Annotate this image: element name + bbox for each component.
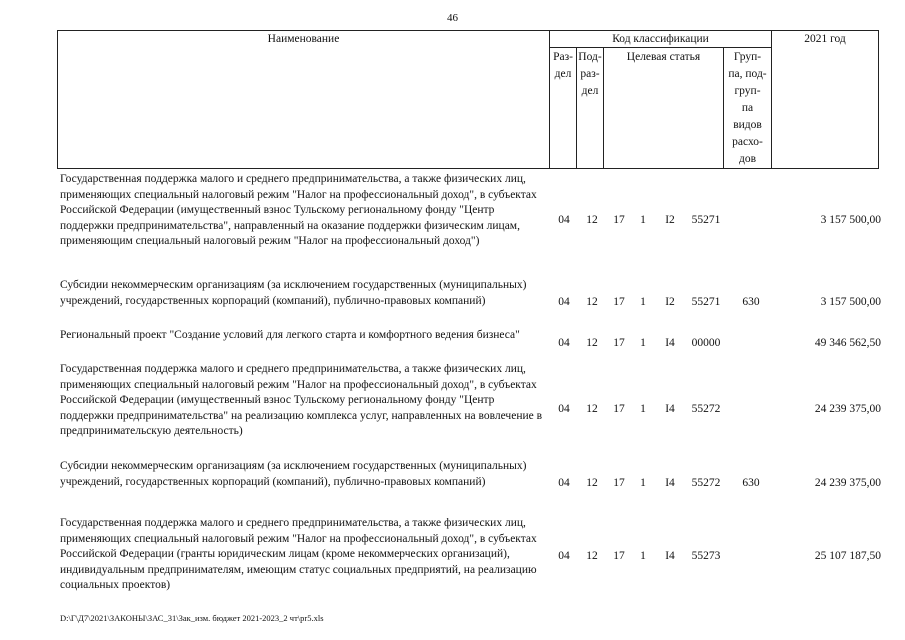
header-razdel — [550, 48, 577, 169]
table-row — [0, 172, 905, 267]
row-target-3: I4 — [665, 337, 675, 349]
row-target-2: 1 — [640, 337, 646, 349]
row-razdel: 04 — [558, 296, 570, 308]
row-amount: 49 346 562,50 — [814, 337, 881, 349]
row-target-4: 55272 — [691, 403, 721, 415]
table-row — [0, 278, 905, 326]
table-row — [0, 459, 905, 507]
row-target-1: 17 — [613, 403, 625, 415]
row-amount: 24 239 375,00 — [814, 477, 881, 489]
row-target-4: 55272 — [691, 477, 721, 489]
row-name: Государственная поддержка малого и среднего предпринимательства, а также физических лиц, применяющих специальный налоговый режим "Налог на профессиональный доход", в субъектах Российской Федерации (гранты юридическим лицам (кроме некоммерческих организаций), индивидуальным предпринимателям, имеющим статус социальных предприятий, на реализацию социальных проектов) — [60, 517, 537, 591]
table-row — [0, 328, 905, 360]
row-target-1: 17 — [613, 214, 625, 226]
row-amount: 3 157 500,00 — [820, 296, 881, 308]
row-name: Субсидии некоммерческим организациям (за исключением государственных (муниципальных) учреждений, государственных корпораций (компаний), публично-правовых компаний) — [60, 279, 527, 307]
row-target-2: 1 — [640, 477, 646, 489]
row-group: 630 — [742, 296, 760, 308]
row-target-2: 1 — [640, 296, 646, 308]
row-target-1: 17 — [613, 296, 625, 308]
row-podrazdel: 12 — [586, 550, 598, 562]
row-name: Субсидии некоммерческим организациям (за исключением государственных (муниципальных) учреждений, государственных корпораций (компаний), публично-правовых компаний) — [60, 460, 527, 488]
table-row — [0, 362, 905, 457]
row-podrazdel: 12 — [586, 477, 598, 489]
row-podrazdel: 12 — [586, 337, 598, 349]
row-target-1: 17 — [613, 337, 625, 349]
header-year: 2021 год — [772, 31, 879, 169]
row-target-3: I2 — [665, 296, 675, 308]
row-razdel: 04 — [558, 337, 570, 349]
row-group: 630 — [742, 477, 760, 489]
row-target-1: 17 — [613, 477, 625, 489]
row-target-1: 17 — [613, 550, 625, 562]
row-target-3: I4 — [665, 477, 675, 489]
row-razdel: 04 — [558, 550, 570, 562]
header-podrazdel — [577, 48, 604, 169]
row-target-4: 55273 — [691, 550, 721, 562]
row-podrazdel: 12 — [586, 403, 598, 415]
header-group — [724, 48, 772, 169]
header-podrazdel-label: Под- раз- дел — [578, 51, 602, 97]
row-target-2: 1 — [640, 550, 646, 562]
header-code: Код классификации — [550, 31, 772, 48]
row-target-2: 1 — [640, 403, 646, 415]
row-target-3: I4 — [665, 403, 675, 415]
header-target: Целевая статья — [604, 48, 724, 169]
file-path-footer: D:\Г\Д7\2021\ЗАКОНЫ\ЗАС_31\Зак_изм. бюджет 2021-2023_2 чт\pr5.xls — [60, 613, 324, 623]
header-group-label: Груп- па, под- груп- па видов расхо- дов — [728, 51, 767, 165]
header-name: Наименование — [58, 31, 550, 169]
row-target-3: I4 — [665, 550, 675, 562]
page-number: 46 — [447, 12, 458, 24]
row-razdel: 04 — [558, 403, 570, 415]
row-name: Региональный проект "Создание условий для легкого старта и комфортного ведения бизнеса" — [60, 329, 520, 341]
table-header — [57, 30, 879, 169]
row-amount: 3 157 500,00 — [820, 214, 881, 226]
header-razdel-label: Раз- дел — [553, 51, 573, 80]
row-name: Государственная поддержка малого и среднего предпринимательства, а также физических лиц, применяющих специальный налоговый режим "Налог на профессиональный доход", в субъектах Российской Федерации (имущественный взнос Тульскому региональному фонду "Центр поддержки предпринимательства" на реализацию комплекса услуг, направленных на вовлечение в предпринимательскую деятельность) — [60, 363, 543, 437]
row-target-4: 00000 — [691, 337, 721, 349]
table-row — [0, 516, 905, 596]
row-podrazdel: 12 — [586, 214, 598, 226]
row-podrazdel: 12 — [586, 296, 598, 308]
row-razdel: 04 — [558, 477, 570, 489]
row-target-4: 55271 — [691, 214, 721, 226]
row-name: Государственная поддержка малого и среднего предпринимательства, а также физических лиц, применяющих специальный налоговый режим "Налог на профессиональный доход", в субъектах Российской Федерации (имущественный взнос Тульскому региональному фонду "Центр поддержки предпринимательства", направленный на оказание поддержки физическим лицам, применяющим специальный налоговый режим "Налог на профессиональный доход") — [60, 173, 537, 247]
row-amount: 25 107 187,50 — [814, 550, 881, 562]
row-razdel: 04 — [558, 214, 570, 226]
row-target-3: I2 — [665, 214, 675, 226]
row-target-4: 55271 — [691, 296, 721, 308]
row-amount: 24 239 375,00 — [814, 403, 881, 415]
row-target-2: 1 — [640, 214, 646, 226]
